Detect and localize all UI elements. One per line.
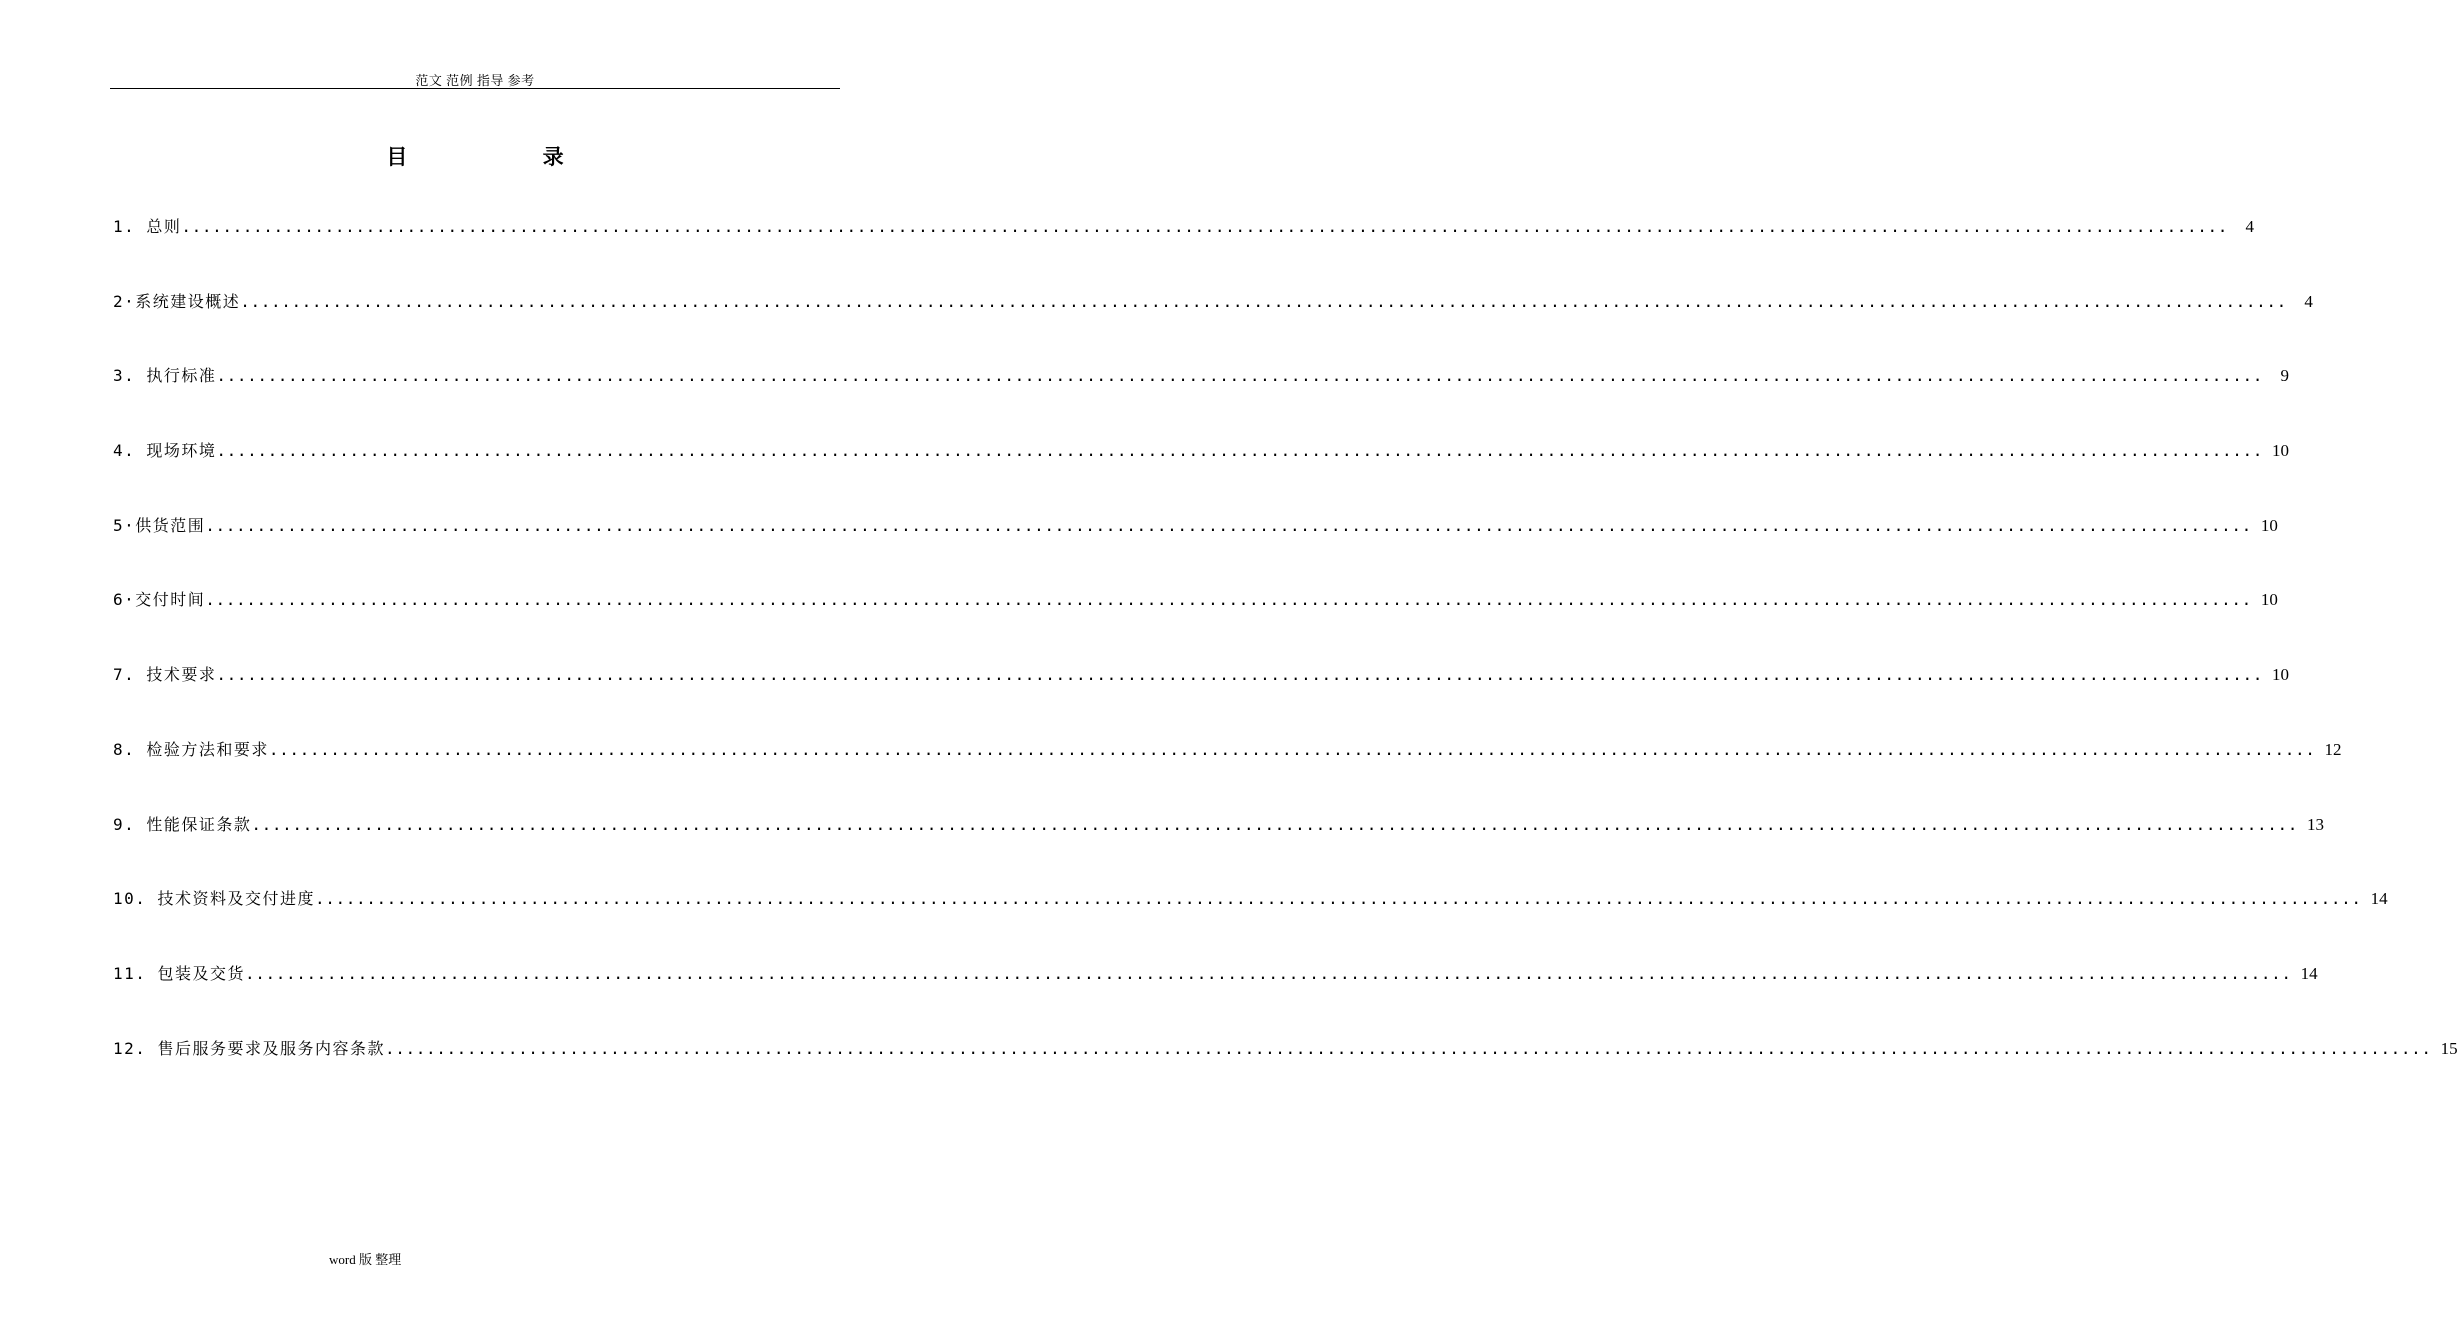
toc-entry[interactable] (113, 812, 2324, 887)
toc-entry-page: 9 (2280, 366, 2289, 386)
toc-entry-label: 11. 包装及交货 (113, 963, 246, 983)
toc-entry[interactable] (113, 214, 2254, 289)
toc-title: 目 录 (386, 144, 628, 169)
toc-entry-page: 10 (2260, 590, 2278, 610)
dot-leader: ........................................................................................................................................................................................................ (181, 217, 2228, 236)
toc-entry-page: 13 (2306, 814, 2324, 834)
dot-leader: ........................................................................................................................................................................................................ (216, 441, 2263, 461)
toc-entry-label: 3. 执行标准 (113, 366, 217, 386)
toc-entry[interactable] (113, 662, 2289, 737)
toc-entry-page: 15 (2440, 1038, 2458, 1058)
toc-entry[interactable] (113, 513, 2278, 588)
toc-entry-label: 10. 技术资料及交付进度 (113, 889, 316, 909)
toc-entry-page: 4 (2304, 291, 2313, 311)
toc-entry[interactable] (113, 961, 2318, 1036)
toc-entry-page: 4 (2245, 217, 2254, 236)
dot-leader: ........................................................................................................................................................................................................ (251, 814, 2298, 834)
dot-leader: ........................................................................................................................................................................................................ (216, 366, 2263, 386)
dot-leader: ........................................................................................................................................................................................................ (385, 1038, 2432, 1058)
toc-entry-label: 12. 售后服务要求及服务内容条款 (113, 1038, 386, 1058)
page-footer: word 版 整理 (329, 1252, 402, 1267)
dot-leader: ........................................................................................................................................................................................................ (245, 963, 2292, 983)
toc-entry-label: 5·供货范围 (113, 515, 206, 535)
toc-entry-page: 14 (2300, 963, 2318, 983)
toc-entry[interactable] (113, 438, 2289, 513)
toc-entry[interactable] (113, 587, 2278, 662)
toc-entry[interactable] (113, 886, 2388, 961)
toc-entry-page: 10 (2271, 665, 2289, 685)
toc-entry-label: 2·系统建设概述 (113, 291, 241, 311)
toc-entry-label: 4. 现场环境 (113, 441, 217, 461)
dot-leader: ........................................................................................................................................................................................................ (240, 291, 2287, 311)
toc-entry-label: 8. 检验方法和要求 (113, 739, 269, 759)
toc-entry[interactable] (113, 737, 2342, 812)
dot-leader: ........................................................................................................................................................................................................ (315, 889, 2362, 909)
table-of-contents (113, 214, 2458, 1110)
toc-entry-page: 14 (2370, 889, 2388, 909)
toc-entry[interactable] (113, 1036, 2458, 1111)
toc-entry-label: 1. 总则 (113, 217, 182, 236)
toc-entry-label: 7. 技术要求 (113, 665, 217, 685)
toc-entry[interactable] (113, 363, 2289, 438)
toc-entry-label: 6·交付时间 (113, 590, 206, 610)
toc-entry-page: 10 (2271, 441, 2289, 461)
page-header: 范文 范例 指导 参考 (415, 73, 535, 88)
toc-entry-page: 12 (2324, 739, 2342, 759)
dot-leader: ........................................................................................................................................................................................................ (216, 665, 2263, 685)
toc-entry[interactable] (113, 289, 2313, 364)
toc-entry-label: 9. 性能保证条款 (113, 814, 252, 834)
header-divider (110, 88, 840, 89)
dot-leader: ........................................................................................................................................................................................................ (205, 515, 2252, 535)
dot-leader: ........................................................................................................................................................................................................ (205, 590, 2252, 610)
dot-leader: ........................................................................................................................................................................................................ (268, 739, 2316, 759)
toc-entry-page: 10 (2260, 515, 2278, 535)
